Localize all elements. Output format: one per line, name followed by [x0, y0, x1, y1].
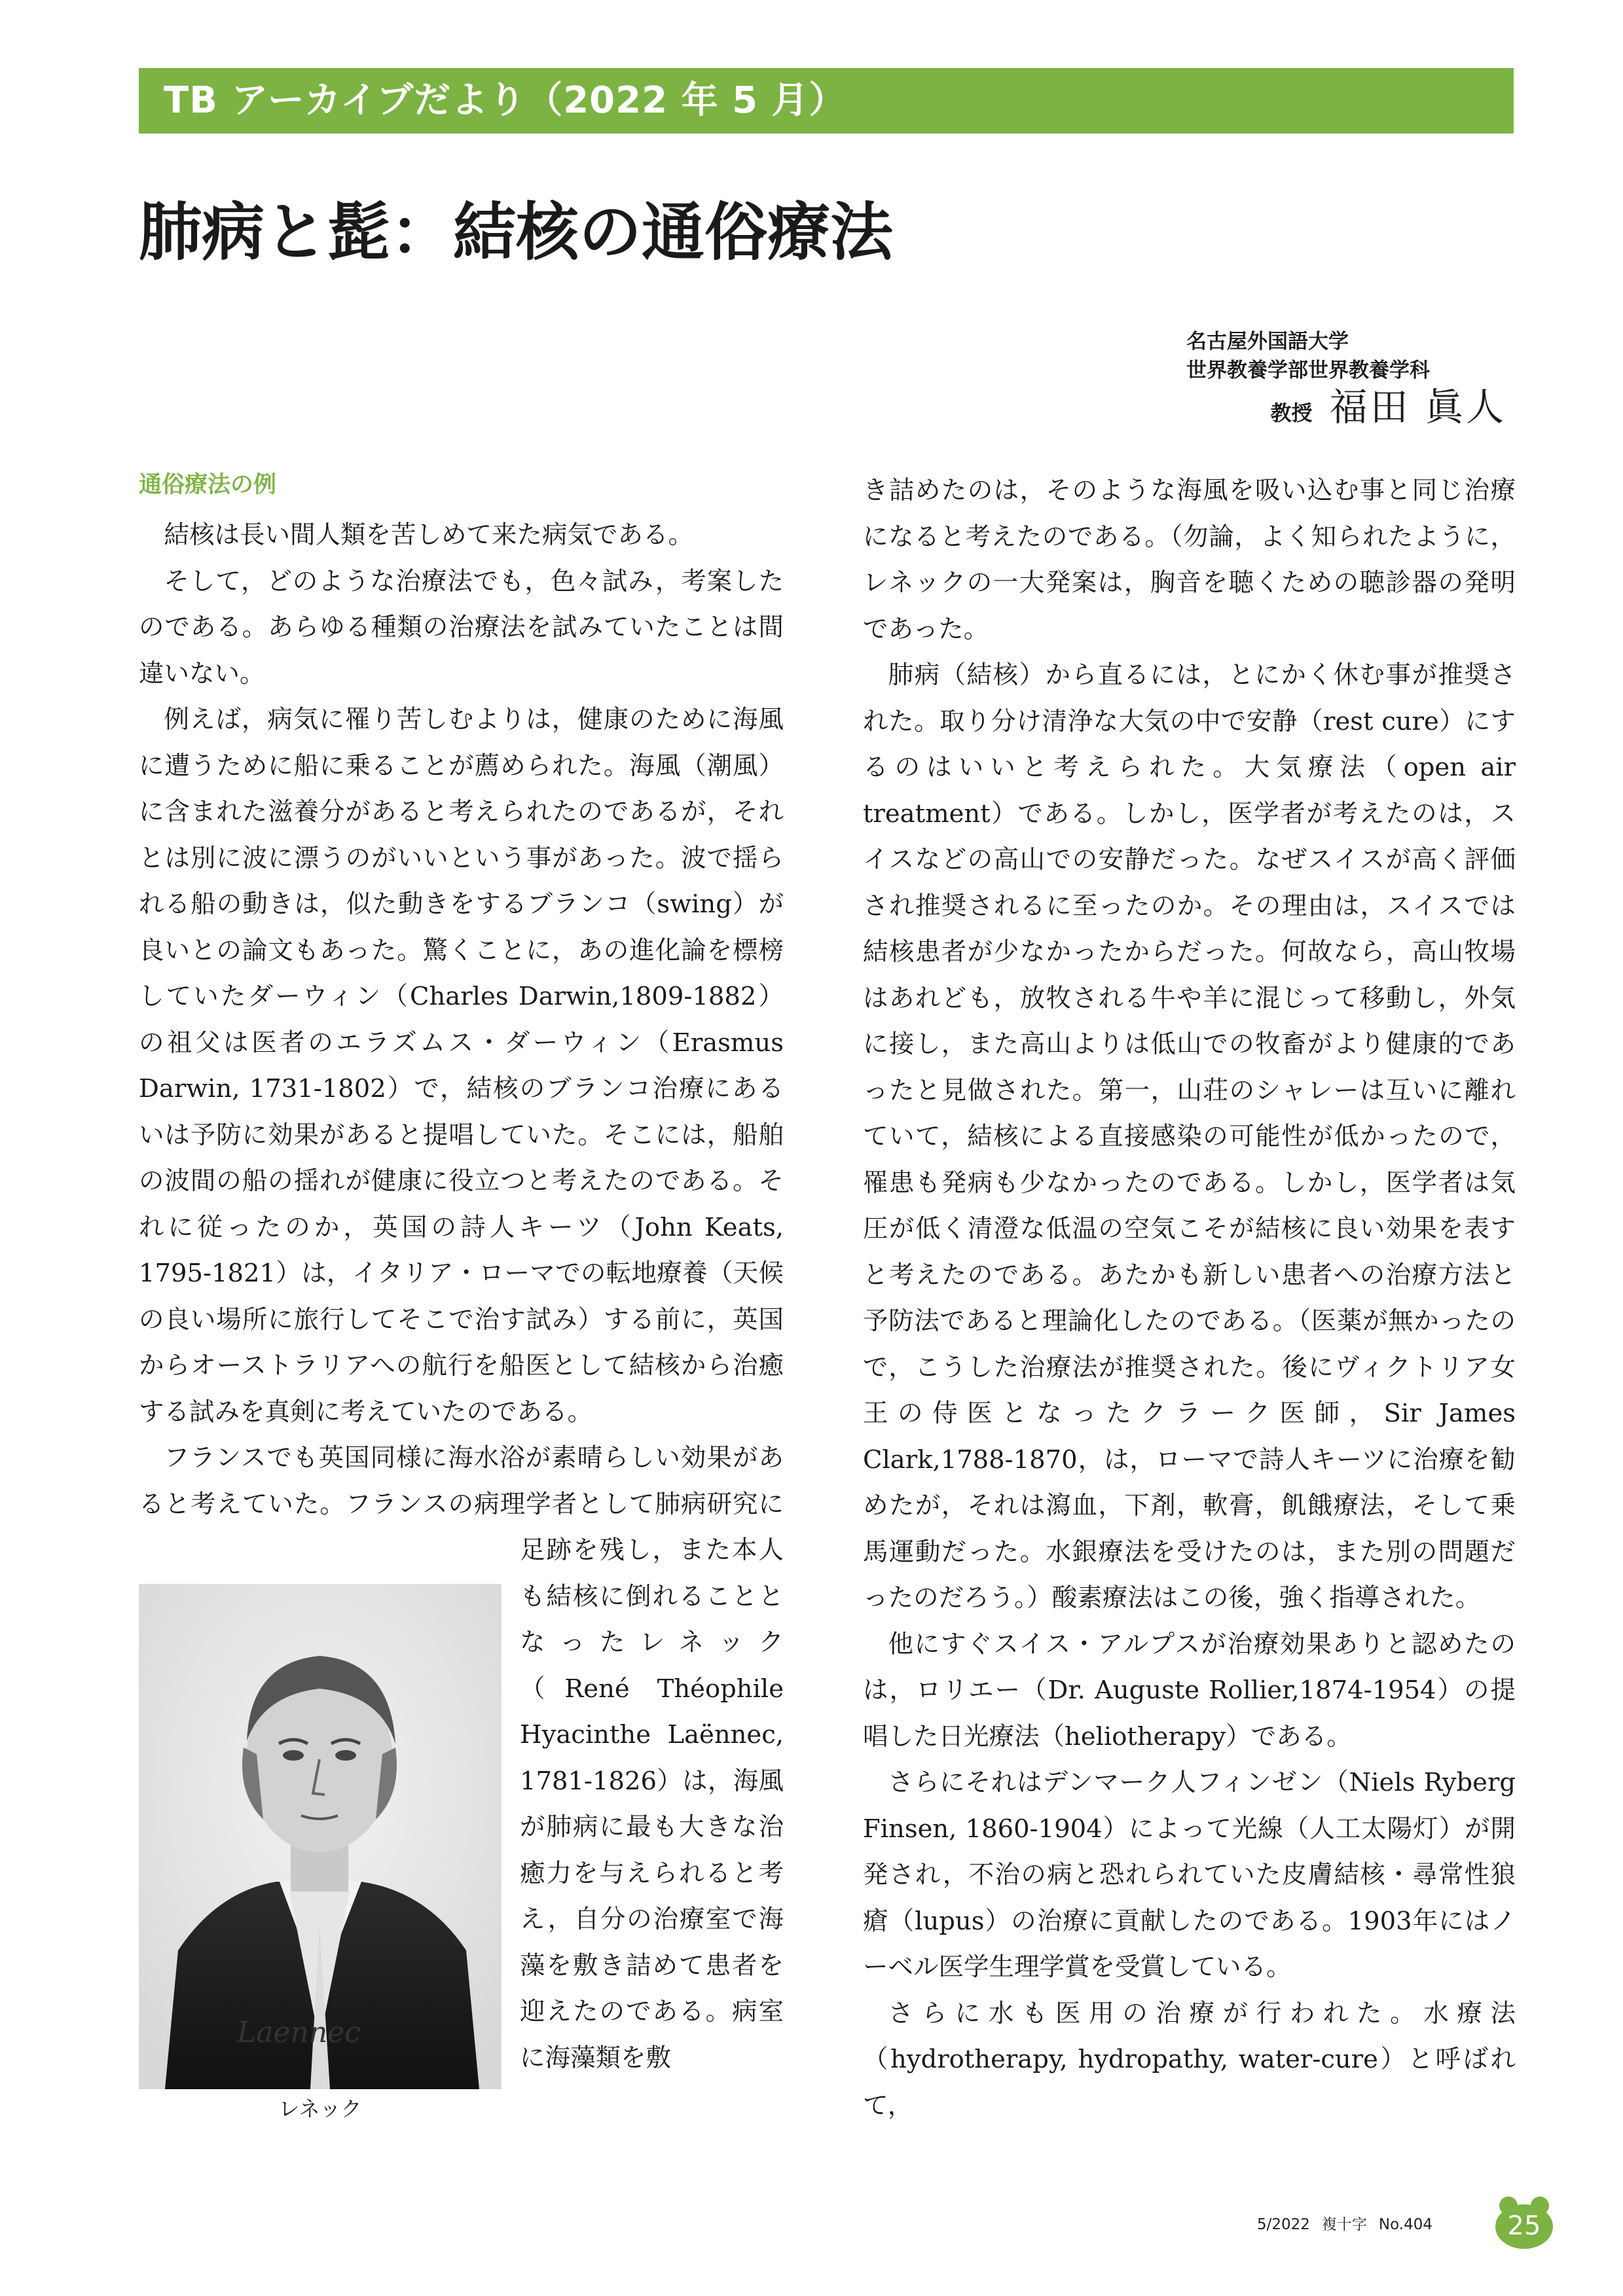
paragraph: そして，どのような治療法でも，色々試み，考案したのである。あらゆる種類の治療法を試みていたことは間違いない。 — [139, 566, 784, 689]
paragraph: 例えば，病気に罹り苦しむよりは，健康のために海風に遭うために船に乗ることが薦められた。海風（潮風）に含まれた滋養分があると考えられたのであるが，それとは別に波に漂うのがいいという事があった。波で揺られる船の動きは，似た動きをするブランコ（swing）が良いとの論文もあった。驚くことに，あの進化論を標榜していたダーウィン（Charles Darwin,1809-1882）の祖父は医者のエラズムス・ダーウィン（Erasmus Darwin, 1731-1802）で，結核のブランコ治療にあるいは予防に効果があると提唱していた。そこには，船舶の波間の船の揺れが健康に役立つと考えたのである。それに従ったのか，英国の詩人キーツ（John Keats, 1795-1821）は，イタリア・ローマでの転地療養（天候の良い場所に旅行してそこで治す試み）する前に，英国からオーストラリアへの航行を船医として結核から治癒する試みを真剣に考えていたのである。 — [139, 705, 784, 1427]
footer-issue: No.404 — [1378, 2216, 1433, 2233]
page-number-badge — [1494, 2194, 1554, 2250]
author-byline — [1271, 376, 1506, 431]
page-footer — [1257, 2212, 1444, 2234]
paragraph-text-continued: 究に足跡を残し，また本人も結核に倒れることとなったレネック（René Théophile Hyacinthe Laënnec, 1781-1826）は，海風が肺病に最も大きな治癒力を与えられると考え，自分の治療室で海藻を敷き詰めて患者を迎えたのである。病室に海藻類を敷 — [520, 1489, 784, 2073]
author-role: 教授 — [1270, 401, 1313, 425]
portrait-illustration — [139, 1584, 501, 2089]
paragraph: 他にすぐスイス・アルプスが治療効果ありと認めたのは，ロリエー（Dr. Auguste Rollier,1874-1954）の提唱した日光療法（heliotherapy）である。 — [863, 1629, 1516, 1751]
footer-journal: 複十字 — [1321, 2216, 1367, 2233]
paragraph: 肺病（結核）から直るには，とにかく休む事が推奨された。取り分け清浄な大気の中で安静（rest cure）にするのはいいと考えられた。大気療法（open air treatment）である。しかし，医学者が考えたのは，スイスなどの高山での安静だった。なぜスイスが高く評価され推奨されるに至ったのか。その理由は，スイスでは結核患者が少なかったからだった。何故なら，高山牧場はあれども，放牧される牛や羊に混じって移動し，外気に接し，また高山よりは低山での牧畜がより健康的であったと見做された。第一，山荘のシャレーは互いに離れていて，結核による直接感染の可能性が低かったので，罹患も発病も少なかったのである。しかし，医学者は気圧が低く清澄な低温の空気こそが結核に良い効果を表すと考えたのである。あたかも新しい患者への治療方法と予防法であると理論化したのである。（医薬が無かったので，こうした治療法が推奨された。後にヴィクトリア女王の侍医となったクラーク医師，Sir James Clark,1788-1870，は，ローマで詩人キーツに治療を勧めたが，それは瀉血，下剤，軟膏，飢餓療法，そして乗馬運動だった。水銀療法を受けたのは，また別の問題だったのだろう。）酸素療法はこの後，強く指導された。 — [863, 660, 1516, 1613]
figure-caption: レネック — [278, 2096, 362, 2121]
right-column — [863, 468, 1516, 2129]
paragraph: さらにそれはデンマーク人フィンゼン（Niels Ryberg Finsen, 1860-1904）によって光線（人工太陽灯）が開発され，不治の病と恐れられていた皮膚結核・尋常性狼瘡（lupus）の治療に貢献したのである。1903年にはノーベル医学生理学賞を受賞している。 — [863, 1768, 1516, 1982]
paragraph: 結核は長い間人類を苦しめて来た病気である。 — [164, 520, 694, 550]
portrait-figure — [139, 1584, 501, 2089]
article-title: 肺病と髭：結核の通俗療法 — [139, 196, 893, 269]
affiliation-department: 世界教養学部世界教養学科 — [1186, 359, 1430, 382]
paragraph: さらに水も医用の治療が行われた。水療法（hydrotherapy, hydropathy, water-cure）と呼ばれて， — [863, 1998, 1516, 2121]
affiliation-university: 名古屋外国語大学 — [1186, 330, 1349, 353]
section-heading: 通俗療法の例 — [139, 472, 277, 498]
portrait-signature: Laennec — [237, 2016, 361, 2049]
author-name: 福田 眞人 — [1329, 385, 1506, 429]
footer-date: 5/2022 — [1257, 2216, 1310, 2233]
paragraph: き詰めたのは，そのような海風を吸い込む事と同じ治療になると考えたのである。（勿論，よく知られたように，レネックの一大発案は，胸音を聴くための聴診器の発明であった。 — [863, 476, 1516, 644]
paragraph-text: フランスでも英国同様に海水浴が素晴らしい効果があると考えていた。フランスの病理学者として肺病研 — [139, 1443, 784, 1519]
page-number: 25 — [1507, 2211, 1541, 2241]
section-banner: TB アーカイブだより（2022 年 5 月） — [139, 68, 1514, 134]
